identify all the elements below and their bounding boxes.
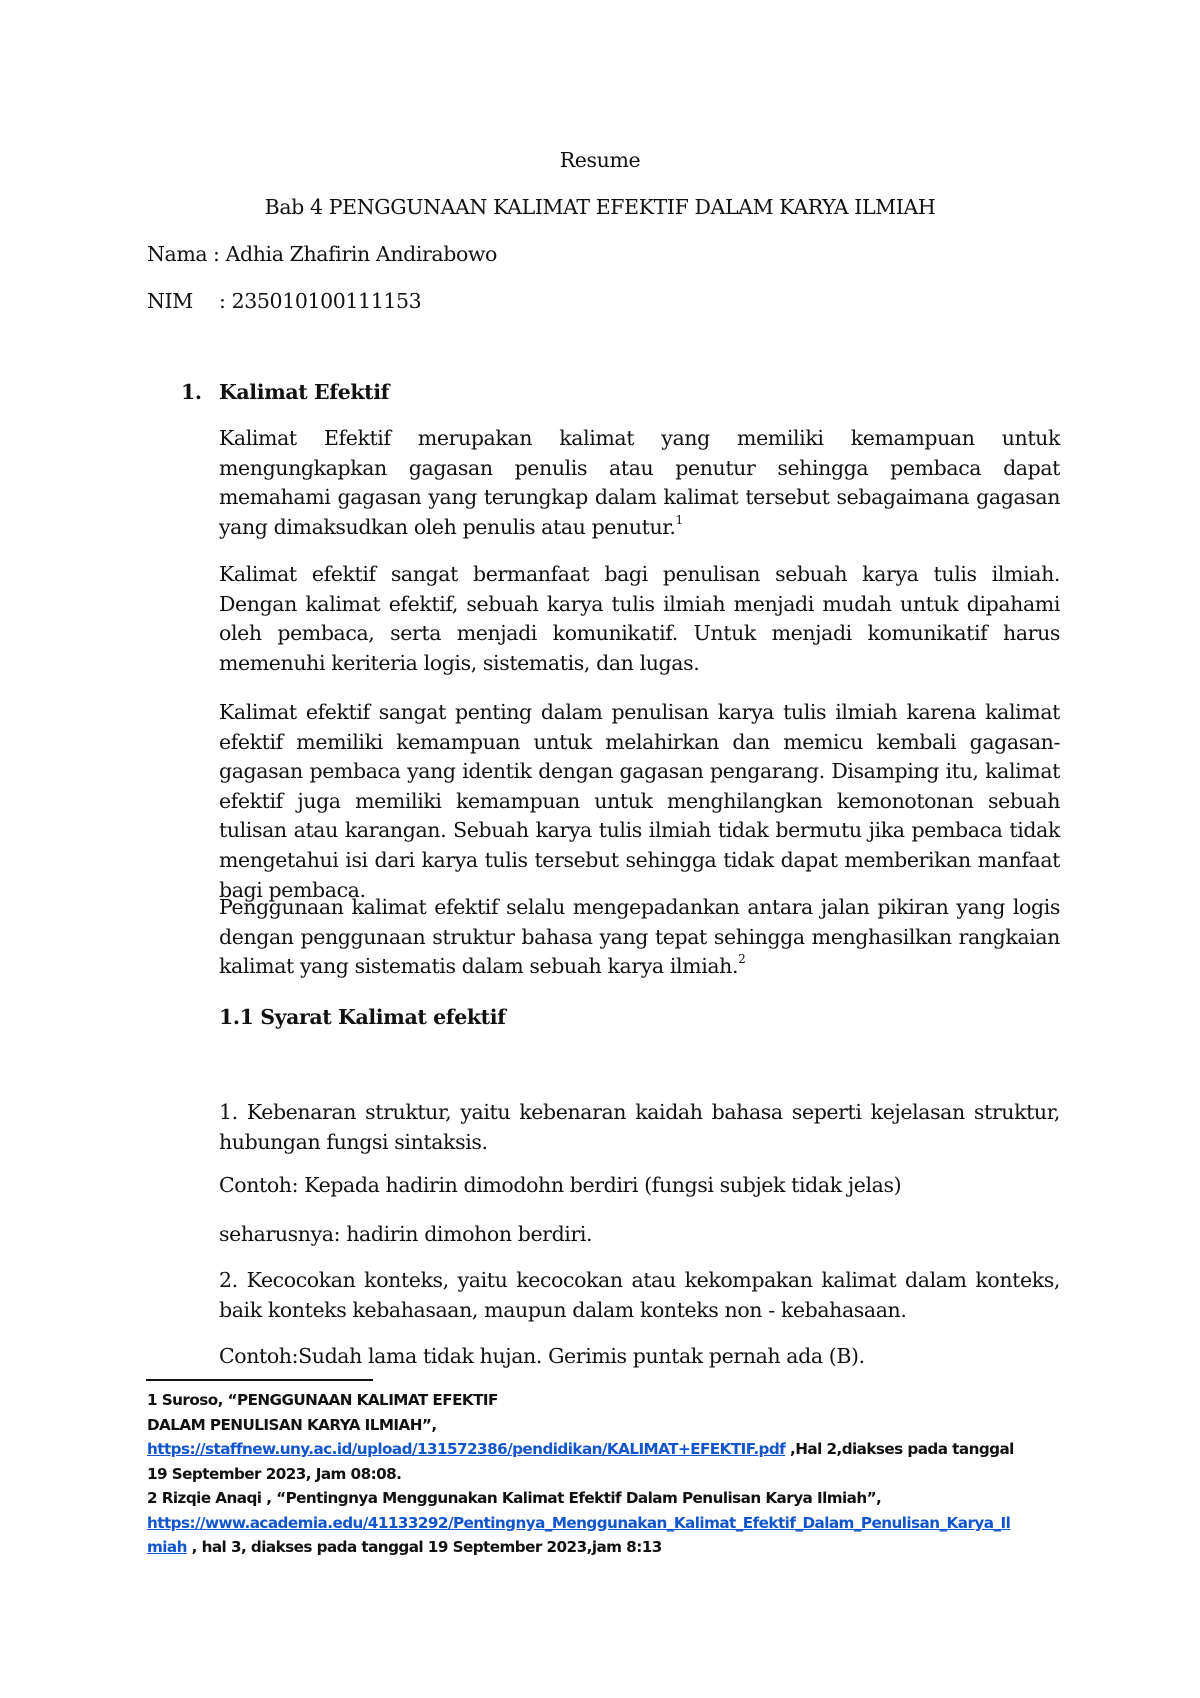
- document-title: Resume: [559, 148, 641, 172]
- footnote-text: DALAM PENULISAN KARYA ILMIAH”,: [147, 1415, 437, 1434]
- footnote-1: [147, 1388, 1067, 1486]
- paragraph: [219, 893, 1060, 982]
- paragraph: [219, 424, 1060, 542]
- nim-label: NIM: [147, 289, 193, 313]
- subsection-heading: 1.1 Syarat Kalimat efektif: [219, 1005, 506, 1029]
- student-name-row: [147, 242, 497, 266]
- footnote-separator: [146, 1379, 373, 1381]
- nim-value: : 235010100111153: [219, 289, 422, 313]
- name-label: Nama: [147, 242, 208, 266]
- footnote-ref[interactable]: 2: [738, 952, 746, 967]
- footnote-text: ,Hal 2,diakses pada tanggal: [785, 1440, 1014, 1459]
- footnote-text: , hal 3, diakses pada tanggal 19 September 2023,jam 8:13: [186, 1538, 662, 1557]
- footnote-link[interactable]: https://www.academia.edu/41133292/Pentingnya_Menggunakan_Kalimat_Efektif_Dalam_Penulisan_Karya_Il: [147, 1513, 1011, 1532]
- requirement-item: 2. Kecocokan konteks, yaitu kecocokan atau kekompakan kalimat dalam konteks, baik konteks kebahasaan, maupun dalam konteks non - kebahasaan.: [219, 1268, 1060, 1322]
- footnote-ref[interactable]: 1: [675, 512, 683, 527]
- section-number: 1.: [181, 380, 202, 404]
- example-text: Contoh: Kepada hadirin dimodohn berdiri (fungsi subjek tidak jelas): [219, 1173, 902, 1197]
- footnote-text: 19 September 2023, Jam 08:08.: [147, 1464, 402, 1483]
- correction-text: seharusnya: hadirin dimohon berdiri.: [219, 1222, 593, 1246]
- footnote-text: 2 Rizqie Anaqi , “Pentingnya Menggunakan Kalimat Efektif Dalam Penulisan Karya Ilmiah”,: [147, 1489, 882, 1507]
- footnote-link-continuation[interactable]: miah: [147, 1538, 187, 1557]
- footnote-link[interactable]: https://staffnew.uny.ac.id/upload/131572386/pendidikan/KALIMAT+EFEKTIF.pdf: [147, 1440, 786, 1459]
- footnote-text: 1 Suroso, “PENGGUNAAN KALIMAT EFEKTIF: [147, 1391, 498, 1409]
- paragraph: Kalimat efektif sangat bermanfaat bagi penulisan sebuah karya tulis ilmiah. Dengan kalimat efektif, sebuah karya tulis ilmiah menjadi mudah untuk dipahami oleh pembaca, serta menjadi komunikatif. Untuk menjadi komunikatif harus memenuhi keriteria logis, sistematis, dan lugas.: [219, 562, 1060, 675]
- requirement-item: 1. Kebenaran struktur, yaitu kebenaran kaidah bahasa seperti kejelasan struktur, hubungan fungsi sintaksis.: [219, 1100, 1060, 1154]
- section-heading: [181, 380, 390, 404]
- paragraph: Kalimat efektif sangat penting dalam penulisan karya tulis ilmiah karena kalimat efektif memiliki kemampuan untuk melahirkan dan memicu kembali gagasan-gagasan pembaca yang identik dengan gagasan pengarang. Disamping itu, kalimat efektif juga memiliki kemampuan untuk menghilangkan kemonotonan sebuah tulisan atau karangan. Sebuah karya tulis ilmiah tidak bermutu jika pembaca tidak mengetahui isi dari karya tulis tersebut sehingga tidak dapat memberikan manfaat bagi pembaca.: [219, 700, 1060, 902]
- paragraph-text: Kalimat Efektif merupakan kalimat yang memiliki kemampuan untuk mengungkapkan gagasan penulis atau penutur sehingga pembaca dapat memahami gagasan yang terungkap dalam kalimat tersebut sebagaimana gagasan yang dimaksudkan oleh penulis atau penutur.: [219, 426, 1060, 539]
- paragraph-text: Penggunaan kalimat efektif selalu mengepadankan antara jalan pikiran yang logis dengan penggunaan struktur bahasa yang tepat sehingga menghasilkan rangkaian kalimat yang sistematis dalam sebuah karya ilmiah.: [219, 895, 1060, 979]
- student-nim-row: [147, 289, 421, 313]
- name-value: : Adhia Zhafirin Andirabowo: [213, 242, 497, 266]
- example-text: Contoh:Sudah lama tidak hujan. Gerimis puntak pernah ada (B).: [219, 1344, 865, 1368]
- section-title: Kalimat Efektif: [219, 380, 390, 404]
- document-subtitle: Bab 4 PENGGUNAAN KALIMAT EFEKTIF DALAM KARYA ILMIAH: [264, 195, 936, 219]
- footnote-2: [147, 1486, 1067, 1560]
